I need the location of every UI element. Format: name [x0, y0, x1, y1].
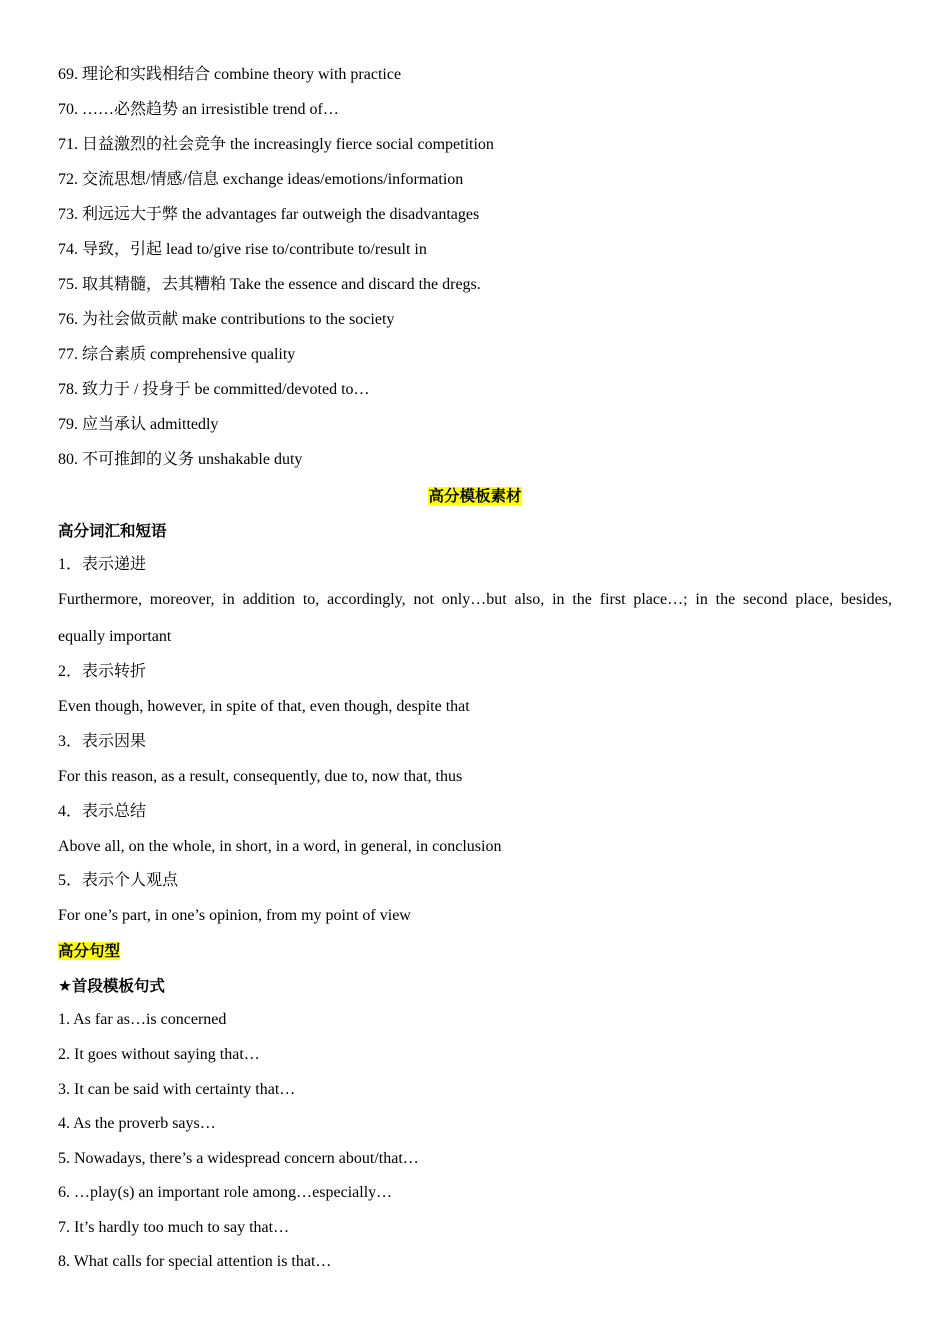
sentence-heading-row — [58, 941, 892, 962]
phrase-item: 74. 导致，引起 lead to/give rise to/contribute to/result in — [58, 241, 427, 258]
opening-sentence: 8. What calls for special attention is that… — [58, 1253, 332, 1270]
opening-sentence: 1. As far as…is concerned — [58, 1011, 227, 1028]
phrase-item: 75. 取其精髓，去其糟粕 Take the essence and discard the dregs. — [58, 276, 481, 293]
phrase-item: 69. 理论和实践相结合 combine theory with practice — [58, 66, 402, 83]
vocab-group-text-continued: equally important — [58, 628, 172, 645]
opening-sentence: 7. It’s hardly too much to say that… — [58, 1219, 290, 1236]
section-title-row — [58, 486, 892, 507]
vocab-heading: 高分词汇和短语 — [58, 522, 167, 540]
opening-heading: ★首段模板句式 — [58, 977, 165, 995]
sentence-heading: 高分句型 — [58, 942, 121, 960]
phrase-item: 78. 致力于 / 投身于 be committed/devoted to… — [58, 381, 370, 398]
vocab-group-text: Even though, however, in spite of that, even though, despite that — [58, 698, 470, 715]
opening-sentence: 5. Nowadays, there’s a widespread concern about/that… — [58, 1150, 419, 1167]
opening-sentence: 2. It goes without saying that… — [58, 1046, 260, 1063]
phrase-item: 76. 为社会做贡献 make contributions to the society — [58, 311, 395, 328]
opening-sentence: 3. It can be said with certainty that… — [58, 1081, 296, 1098]
phrase-item: 73. 利远远大于弊 the advantages far outweigh the disadvantages — [58, 206, 480, 223]
opening-sentence: 4. As the proverb says… — [58, 1115, 216, 1132]
phrase-item: 70. ……必然趋势 an irresistible trend of… — [58, 101, 339, 118]
vocab-group-text: For one’s part, in one’s opinion, from my point of view — [58, 907, 411, 924]
phrase-item: 80. 不可推卸的义务 unshakable duty — [58, 451, 303, 468]
section-title: 高分模板素材 — [428, 487, 522, 505]
vocab-group-label: 4．表示总结 — [58, 803, 147, 820]
phrase-item: 77. 综合素质 comprehensive quality — [58, 346, 296, 363]
vocab-group-label: 5．表示个人观点 — [58, 872, 179, 889]
opening-sentence: 6. …play(s) an important role among…especially… — [58, 1184, 393, 1201]
phrase-item: 79. 应当承认 admittedly — [58, 416, 219, 433]
phrase-item: 71. 日益激烈的社会竞争 the increasingly fierce social competition — [58, 136, 494, 153]
vocab-group-label: 2．表示转折 — [58, 663, 147, 680]
vocab-group-label: 3．表示因果 — [58, 733, 147, 750]
phrase-item: 72. 交流思想/情感/信息 exchange ideas/emotions/information — [58, 171, 464, 188]
vocab-group-text: Above all, on the whole, in short, in a word, in general, in conclusion — [58, 838, 502, 855]
vocab-group-text: Furthermore, moreover, in addition to, accordingly, not only…but also, in the first place…; in the second place, besides, — [58, 591, 892, 608]
vocab-group-text: For this reason, as a result, consequently, due to, now that, thus — [58, 768, 463, 785]
vocab-group-label: 1．表示递进 — [58, 556, 147, 573]
